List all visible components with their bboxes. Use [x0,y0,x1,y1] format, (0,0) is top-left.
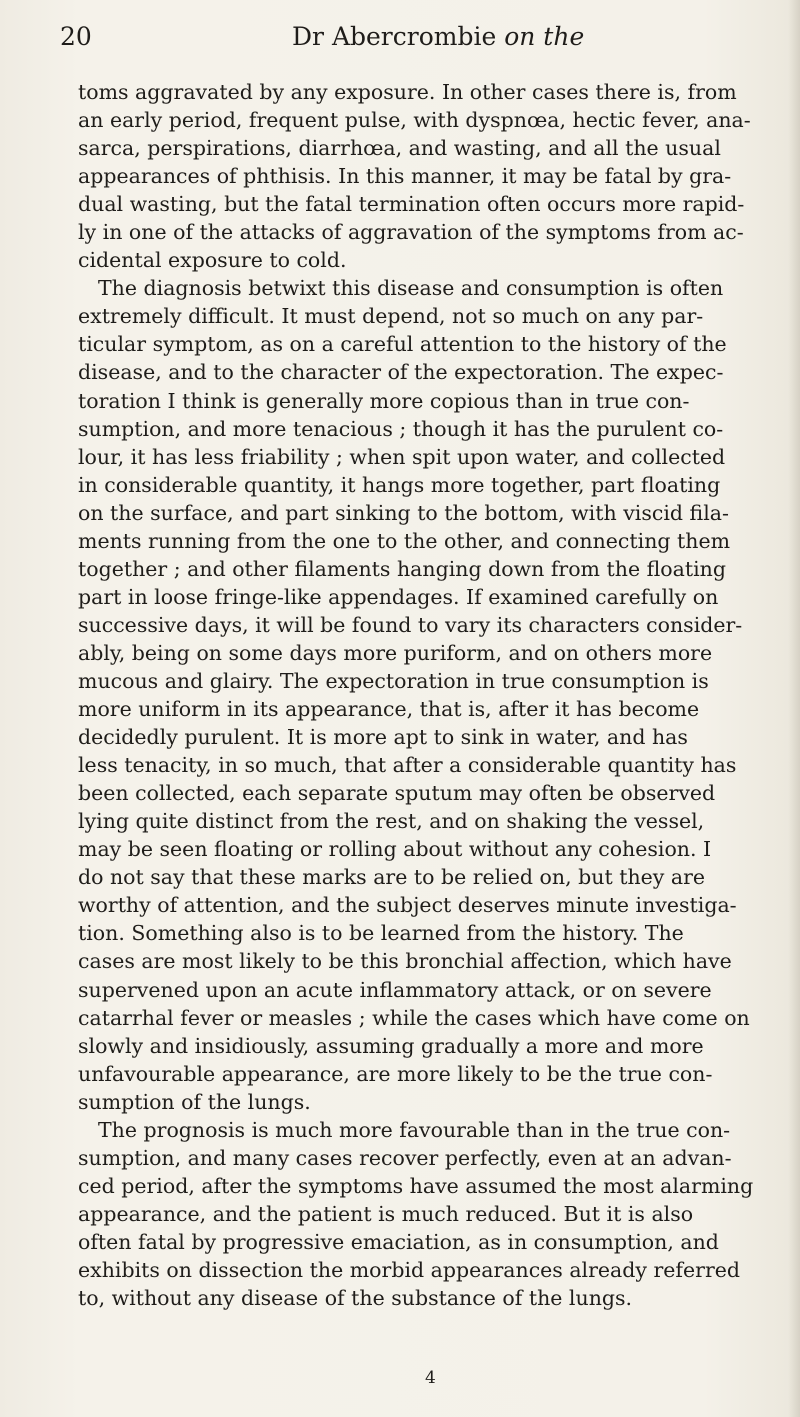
text-line: cidental exposure to cold. [78,248,347,273]
text-line: ced period, after the symptoms have assumed the most alarming [78,1173,754,1198]
text-line: slowly and insidiously, assuming gradually a more and more [78,1033,704,1058]
page-number: 20 [60,22,92,51]
text-line: disease, and to the character of the expectoration. The expec- [78,360,724,385]
text-line: been collected, each separate sputum may often be observed [78,781,716,806]
text-line: extremely difficult. It must depend, not so much on any par- [78,304,704,329]
text-line: ments running from the one to the other, and connecting them [78,528,731,553]
text-line: supervened upon an acute inflammatory attack, or on severe [78,977,712,1002]
text-line: on the surface, and part sinking to the bottom, with viscid fila- [78,500,729,525]
text-line: together ; and other filaments hanging down from the floating [78,556,726,581]
page-header [60,22,760,62]
text-line: lour, it has less friability ; when spit upon water, and collected [78,444,726,469]
text-line: unfavourable appearance, are more likely to be the true con- [78,1061,713,1086]
text-line: ly in one of the attacks of aggravation of the symptoms from ac- [78,220,744,245]
text-line: to, without any disease of the substance of the lungs. [78,1286,633,1311]
text-line: less tenacity, in so much, that after a considerable quantity has [78,753,737,778]
text-line: The diagnosis betwixt this disease and consumption is often [98,276,724,301]
text-line: tion. Something also is to be learned from the history. The [78,921,684,946]
text-line: worthy of attention, and the subject deserves minute investiga- [78,893,737,918]
text-line: part in loose fringe-like appendages. If examined carefully on [78,584,719,609]
text-line: in considerable quantity, it hangs more together, part floating [78,472,721,497]
text-line: appearances of phthisis. In this manner, it may be fatal by gra- [78,164,732,189]
signature-mark: 4 [425,1368,436,1388]
text-line: more uniform in its appearance, that is, after it has become [78,697,700,722]
text-line: do not say that these marks are to be relied on, but they are [78,865,706,890]
body-text [78,78,778,1312]
text-line: dual wasting, but the fatal termination often occurs more rapid- [78,192,745,217]
text-line: appearance, and the patient is much reduced. But it is also [78,1201,694,1226]
text-line: sumption, and many cases recover perfectly, even at an advan- [78,1145,732,1170]
running-head-prefix: Dr Abercrombie [292,22,505,51]
text-line: sumption of the lungs. [78,1089,311,1114]
text-line: mucous and glairy. The expectoration in true consumption is [78,668,709,693]
text-line: often fatal by progressive emaciation, as in consumption, and [78,1229,719,1254]
text-line: an early period, frequent pulse, with dyspnœa, hectic fever, ana- [78,108,751,133]
text-line: toms aggravated by any exposure. In other cases there is, from [78,80,737,104]
running-head [292,22,584,51]
text-line: ticular symptom, as on a careful attention to the history of the [78,332,727,357]
text-line: sarca, perspirations, diarrhœa, and wasting, and all the usual [78,136,721,161]
text-line: catarrhal fever or measles ; while the cases which have come on [78,1005,750,1030]
text-line: ably, being on some days more puriform, and on others more [78,640,713,665]
text-line: toration I think is generally more copious than in true con- [78,388,690,413]
page-edge-shadow [788,0,800,1417]
text-line: cases are most likely to be this bronchial affection, which have [78,949,732,974]
text-line: successive days, it will be found to vary its characters consider- [78,612,743,637]
text-line: may be seen floating or rolling about without any cohesion. I [78,837,712,862]
text-line: decidedly purulent. It is more apt to sink in water, and has [78,725,688,750]
text-line: The prognosis is much more favourable than in the true con- [98,1117,731,1142]
text-line: lying quite distinct from the rest, and on shaking the vessel, [78,809,705,834]
text-line: sumption, and more tenacious ; though it has the purulent co- [78,416,724,441]
text-line: exhibits on dissection the morbid appearances already referred [78,1257,740,1282]
running-head-italic: on the [504,22,585,51]
